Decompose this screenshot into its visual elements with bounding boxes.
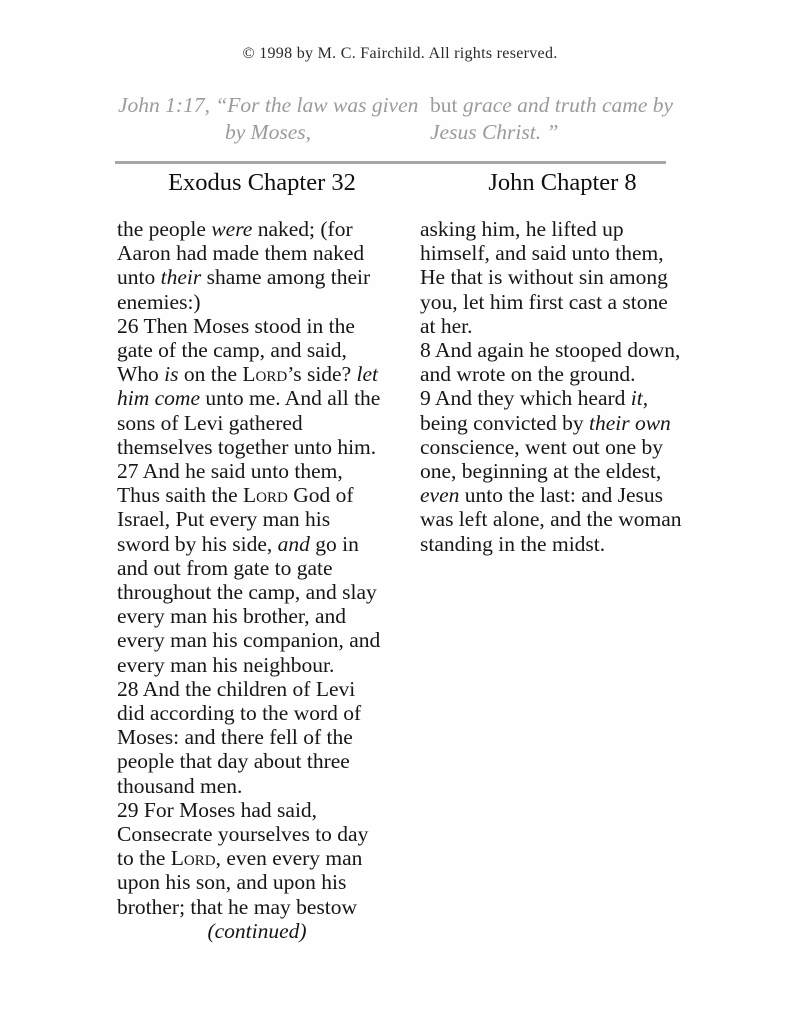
- text-line: Aaron had made them naked: [117, 241, 365, 266]
- text-line: Israel, Put every man his: [117, 507, 331, 532]
- text-line: sons of Levi gathered: [117, 410, 303, 435]
- text-line: enemies:): [117, 289, 201, 314]
- text-line: by Moses,: [225, 120, 311, 144]
- text-line: brother; that he may bestow: [117, 894, 358, 919]
- text-line: unto their shame among their: [117, 265, 371, 290]
- text-line: Jesus Christ. ”: [430, 120, 559, 144]
- text-line: Who is on the Lord’s side? let: [117, 362, 379, 387]
- text-line: sword by his side, and go in: [117, 531, 359, 556]
- text-line: you, let him first cast a stone: [420, 289, 668, 314]
- text-line: thousand men.: [117, 773, 243, 798]
- text-line: Consecrate yourselves to day: [117, 822, 369, 847]
- text-line: was left alone, and the woman: [420, 507, 682, 532]
- text-line: 8 And again he stooped down,: [420, 338, 681, 363]
- text-line: 28 And the children of Levi: [117, 676, 356, 701]
- text-line: every man his companion, and: [117, 628, 381, 653]
- divider-rule: [115, 161, 666, 164]
- text-line: and wrote on the ground.: [420, 362, 636, 387]
- text-line: standing in the midst.: [420, 531, 606, 556]
- text-line: one, beginning at the eldest,: [420, 459, 662, 484]
- text-line: the people were naked; (for: [117, 217, 353, 241]
- scripture-header-quote: [118, 92, 680, 146]
- text-line: 27 And he said unto them,: [117, 459, 343, 484]
- scripture-columns: [117, 217, 705, 943]
- copyright-line: © 1998 by M. C. Fairchild. All rights reserved.: [242, 45, 558, 62]
- text-line: gate of the camp, and said,: [117, 338, 347, 363]
- text-line: Moses: and there fell of the: [117, 725, 353, 750]
- text-line: He that is without sin among: [420, 265, 668, 290]
- text-line: people that day about three: [117, 749, 350, 774]
- column-header-exodus: Exodus Chapter 32: [168, 169, 356, 196]
- text-line: throughout the camp, and slay: [117, 580, 377, 605]
- text-line: Thus saith the Lord God of: [117, 483, 354, 508]
- text-line: even unto the last: and Jesus: [420, 483, 664, 508]
- text-line: him come unto me. And all the: [117, 386, 381, 411]
- text-line: but grace and truth came by: [430, 93, 674, 117]
- text-line: at her.: [420, 313, 473, 338]
- text-line: being convicted by their own: [420, 410, 671, 435]
- quote-left-part: [118, 92, 418, 146]
- text-line: himself, and said unto them,: [420, 241, 664, 266]
- scripture-column-exodus: [117, 217, 420, 943]
- text-line: to the Lord, even every man: [117, 846, 363, 871]
- quote-right-part: [430, 92, 673, 146]
- text-line: conscience, went out one by: [420, 434, 663, 459]
- text-line: every man his neighbour.: [117, 652, 335, 677]
- text-line: 29 For Moses had said,: [117, 797, 318, 822]
- text-line: every man his brother, and: [117, 604, 346, 629]
- text-line: John 1:17, “For the law was given: [118, 93, 419, 117]
- text-line: themselves together unto him.: [117, 434, 377, 459]
- text-line: upon his son, and upon his: [117, 870, 347, 895]
- text-line: 9 And they which heard it,: [420, 386, 649, 411]
- text-line: and out from gate to gate: [117, 555, 333, 580]
- text-line: did according to the word of: [117, 701, 362, 726]
- column-header-john: John Chapter 8: [488, 169, 637, 196]
- scripture-column-john: [420, 217, 705, 943]
- text-line: asking him, he lifted up: [420, 217, 624, 241]
- text-line: (continued): [207, 918, 307, 943]
- text-line: 26 Then Moses stood in the: [117, 313, 355, 338]
